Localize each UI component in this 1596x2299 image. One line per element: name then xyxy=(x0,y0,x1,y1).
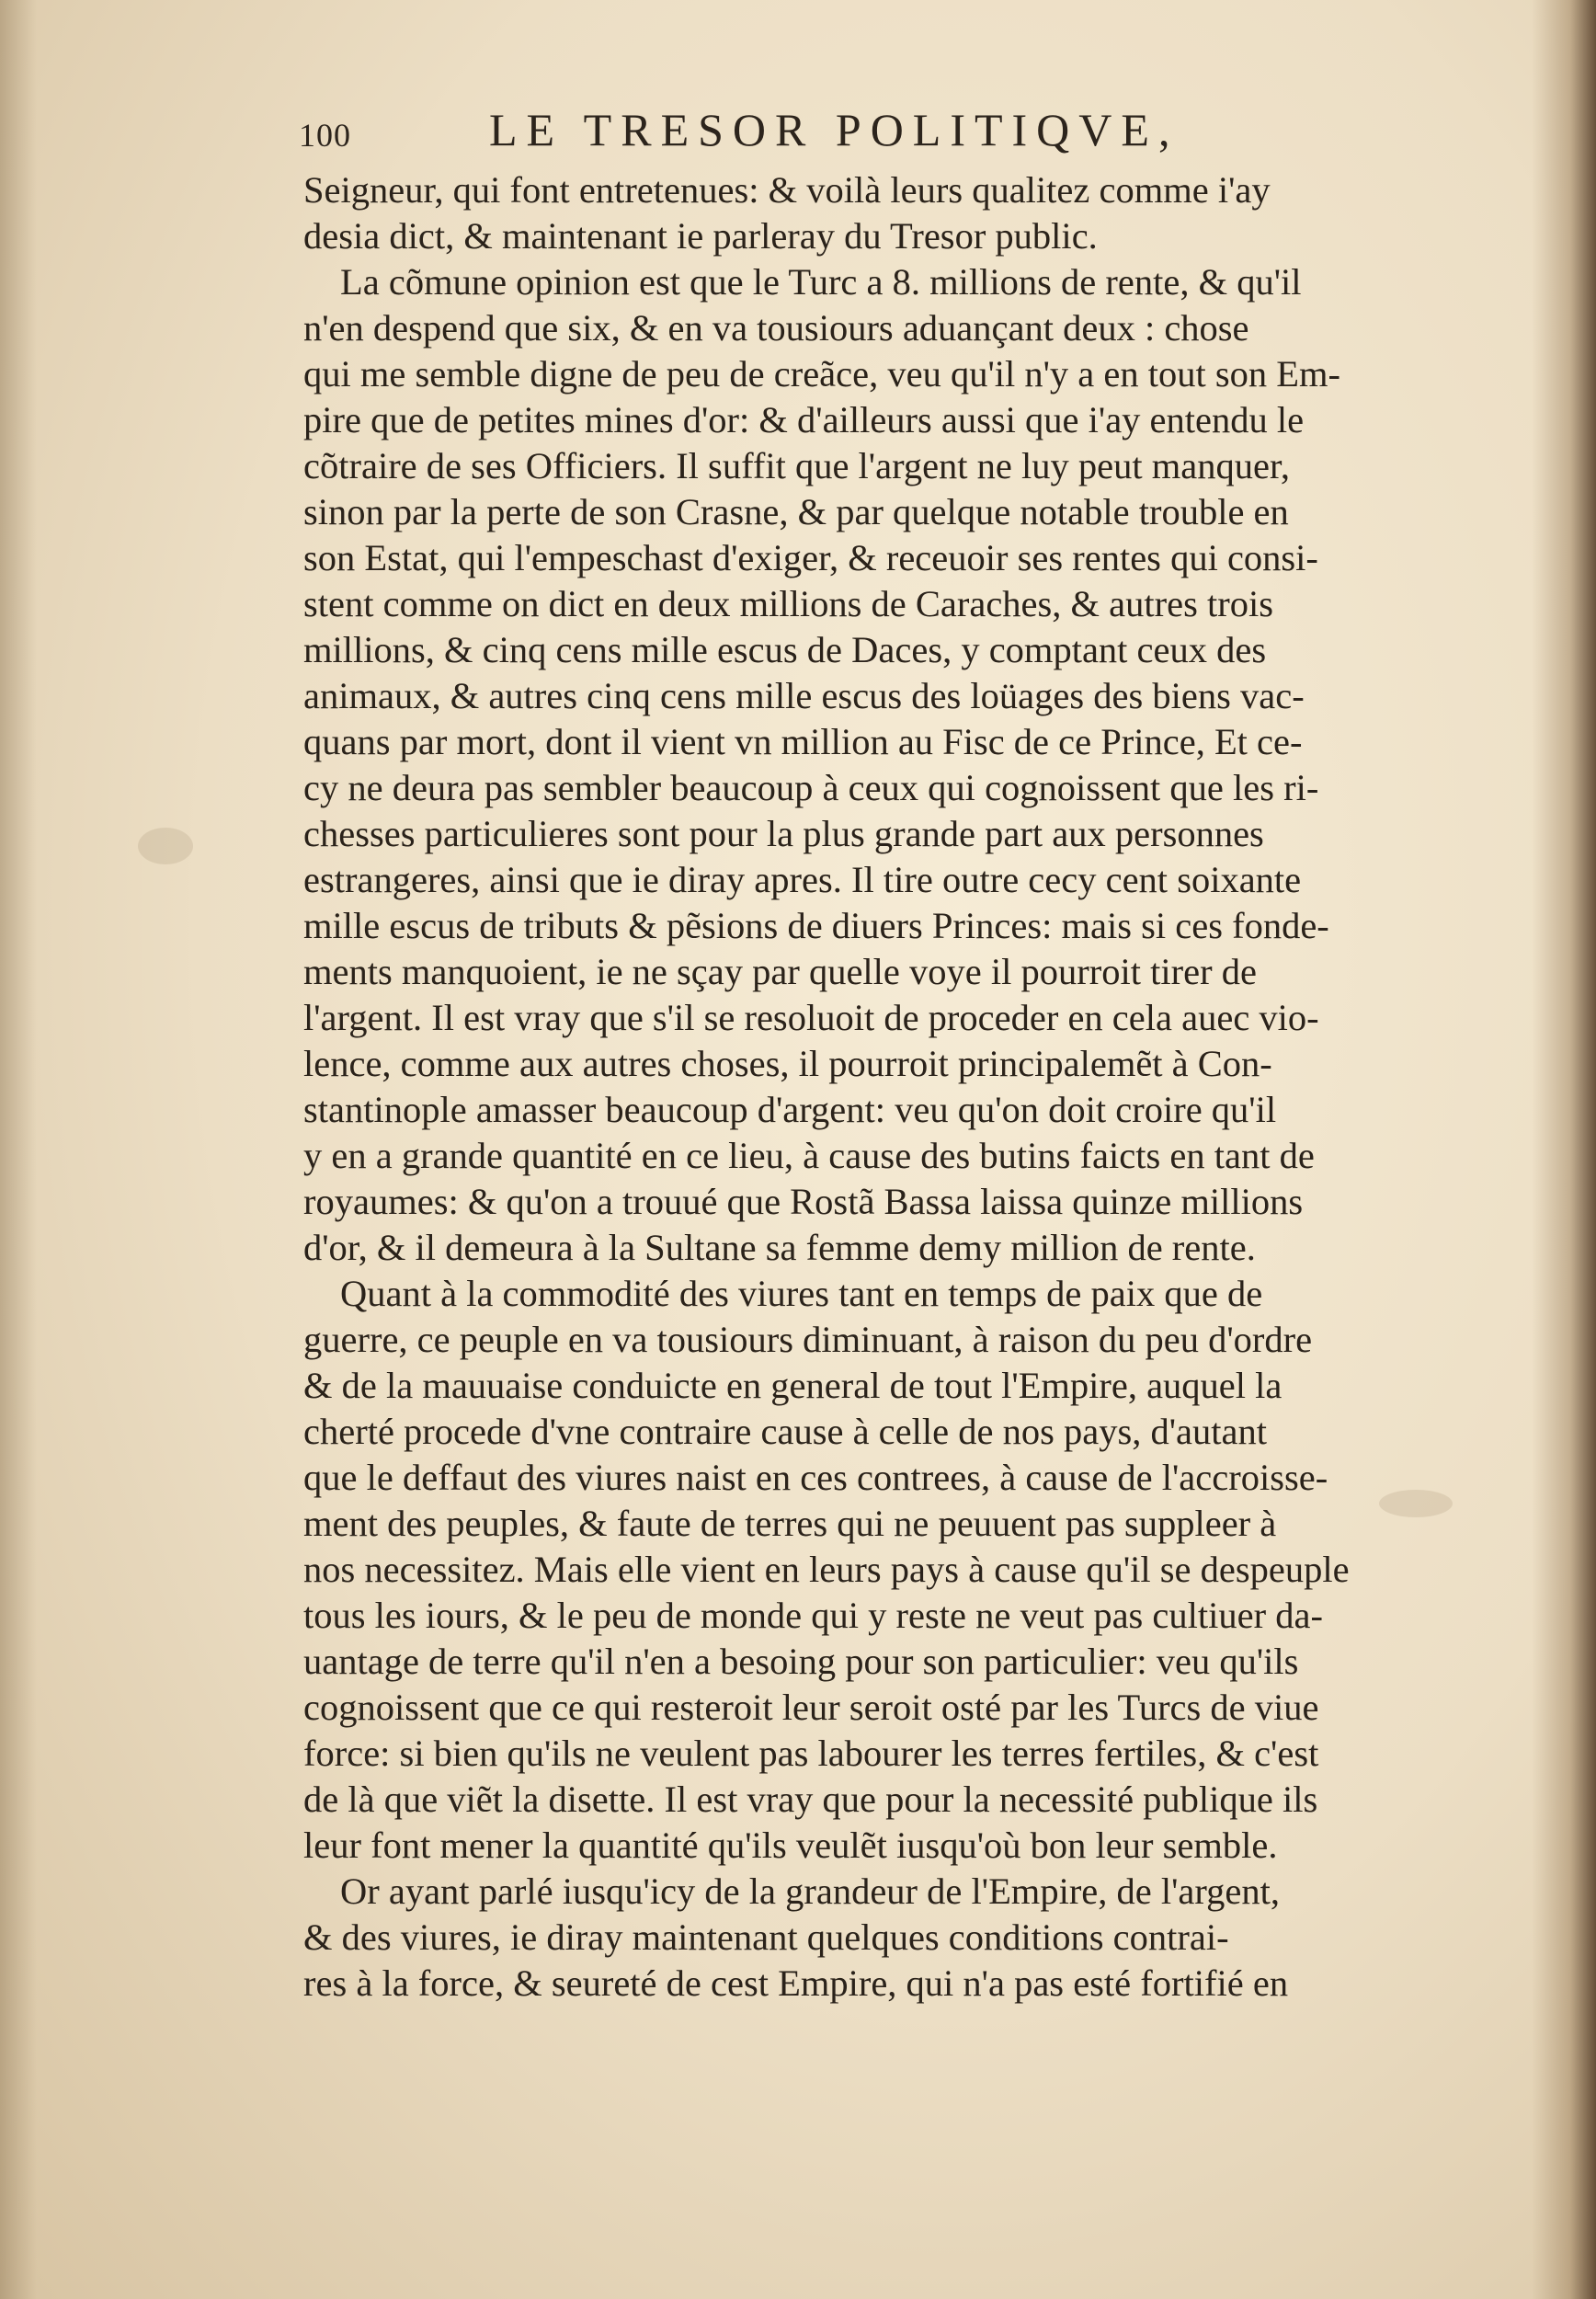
text-line: tous les iours, & le peu de monde qui y reste ne veut pas cultiuer da- xyxy=(303,1595,1323,1636)
text-line: royaumes: & qu'on a trouué que Rostã Bassa laissa quinze millions xyxy=(303,1181,1304,1222)
text-line: leur font mener la quantité qu'ils veulẽt iusqu'où bon leur semble. xyxy=(303,1824,1278,1866)
text-line: uantage de terre qu'il n'en a besoing pour son particulier: veu qu'ils xyxy=(303,1641,1299,1682)
text-line: cherté procede d'vne contraire cause à celle de nos pays, d'autant xyxy=(303,1411,1267,1452)
text-line: & de la mauuaise conduicte en general de tout l'Empire, auquel la xyxy=(303,1365,1282,1406)
text-line: ments manquoient, ie ne sçay par quelle voye il pourroit tirer de xyxy=(303,951,1257,992)
text-line: Or ayant parlé iusqu'icy de la grandeur de l'Empire, de l'argent, xyxy=(340,1870,1281,1912)
text-line: mille escus de tributs & pẽsions de diuers Princes: mais si ces fonde- xyxy=(303,905,1329,946)
text-line: n'en despend que six, & en va tousiours aduançant deux : chose xyxy=(303,307,1249,349)
text-line: Seigneur, qui font entretenues: & voilà leurs qualitez comme i'ay xyxy=(303,169,1271,211)
text-line: desia dict, & maintenant ie parleray du Tresor public. xyxy=(303,215,1098,257)
text-line: son Estat, qui l'empeschast d'exiger, & receuoir ses rentes qui consi- xyxy=(303,537,1318,578)
text-line: cognoissent que ce qui resteroit leur seroit osté par les Turcs de viue xyxy=(303,1687,1319,1728)
text-line: Quant à la commodité des viures tant en temps de paix que de xyxy=(340,1273,1263,1314)
text-line: chesses particulieres sont pour la plus grande part aux personnes xyxy=(303,813,1264,854)
text-line: l'argent. Il est vray que s'il se resoluoit de proceder en cela auec vio- xyxy=(303,997,1319,1038)
page-header xyxy=(299,103,1448,167)
text-line: nos necessitez. Mais elle vient en leurs pays à cause qu'il se despeuple xyxy=(303,1549,1350,1590)
text-line: pire que de petites mines d'or: & d'ailleurs aussi que i'ay entendu le xyxy=(303,399,1305,440)
text-line: estrangeres, ainsi que ie diray apres. Il tire outre cecy cent soixante xyxy=(303,859,1302,900)
text-line: lence, comme aux autres choses, il pourroit principalemẽt à Con- xyxy=(303,1043,1272,1084)
text-line: La cõmune opinion est que le Turc a 8. millions de rente, & qu'il xyxy=(340,261,1302,303)
text-line: stent comme on dict en deux millions de Caraches, & autres trois xyxy=(303,583,1273,624)
text-line: cõtraire de ses Officiers. Il suffit que l'argent ne luy peut manquer, xyxy=(303,445,1290,486)
text-line: qui me semble digne de peu de creãce, veu qu'il n'y a en tout son Em- xyxy=(303,353,1340,395)
text-line: millions, & cinq cens mille escus de Daces, y comptant ceux des xyxy=(303,629,1267,670)
paper-stain xyxy=(138,828,193,864)
text-line: ment des peuples, & faute de terres qui ne peuuent pas suppleer à xyxy=(303,1503,1277,1544)
text-line: quans par mort, dont il vient vn million au Fisc de ce Prince, Et ce- xyxy=(303,721,1303,762)
text-line: sinon par la perte de son Crasne, & par quelque notable trouble en xyxy=(303,491,1289,532)
text-line: d'or, & il demeura à la Sultane sa femme demy million de rente. xyxy=(303,1227,1256,1268)
text-line: de là que viẽt la disette. Il est vray que pour la necessité publique ils xyxy=(303,1779,1318,1820)
text-line: y en a grande quantité en ce lieu, à cause des butins faicts en tant de xyxy=(303,1135,1315,1176)
text-line: force: si bien qu'ils ne veulent pas labourer les terres fertiles, & c'est xyxy=(303,1733,1319,1774)
text-line: que le deffaut des viures naist en ces contrees, à cause de l'accroisse- xyxy=(303,1457,1328,1498)
text-line: guerre, ce peuple en va tousiours diminuant, à raison du peu d'ordre xyxy=(303,1319,1313,1360)
body-text xyxy=(303,167,1443,2007)
text-line: res à la force, & seureté de cest Empire, qui n'a pas esté fortifié en xyxy=(303,1962,1289,2004)
page-number: 100 xyxy=(299,117,351,154)
text-line: stantinople amasser beaucoup d'argent: veu qu'on doit croire qu'il xyxy=(303,1089,1277,1130)
running-title: LE TRESOR POLITIQVE, xyxy=(489,104,1180,155)
text-line: animaux, & autres cinq cens mille escus des loüages des biens vac- xyxy=(303,675,1305,716)
text-line: & des viures, ie diray maintenant quelques conditions contrai- xyxy=(303,1916,1229,1958)
text-line: cy ne deura pas sembler beaucoup à ceux qui cognoissent que les ri- xyxy=(303,767,1319,808)
